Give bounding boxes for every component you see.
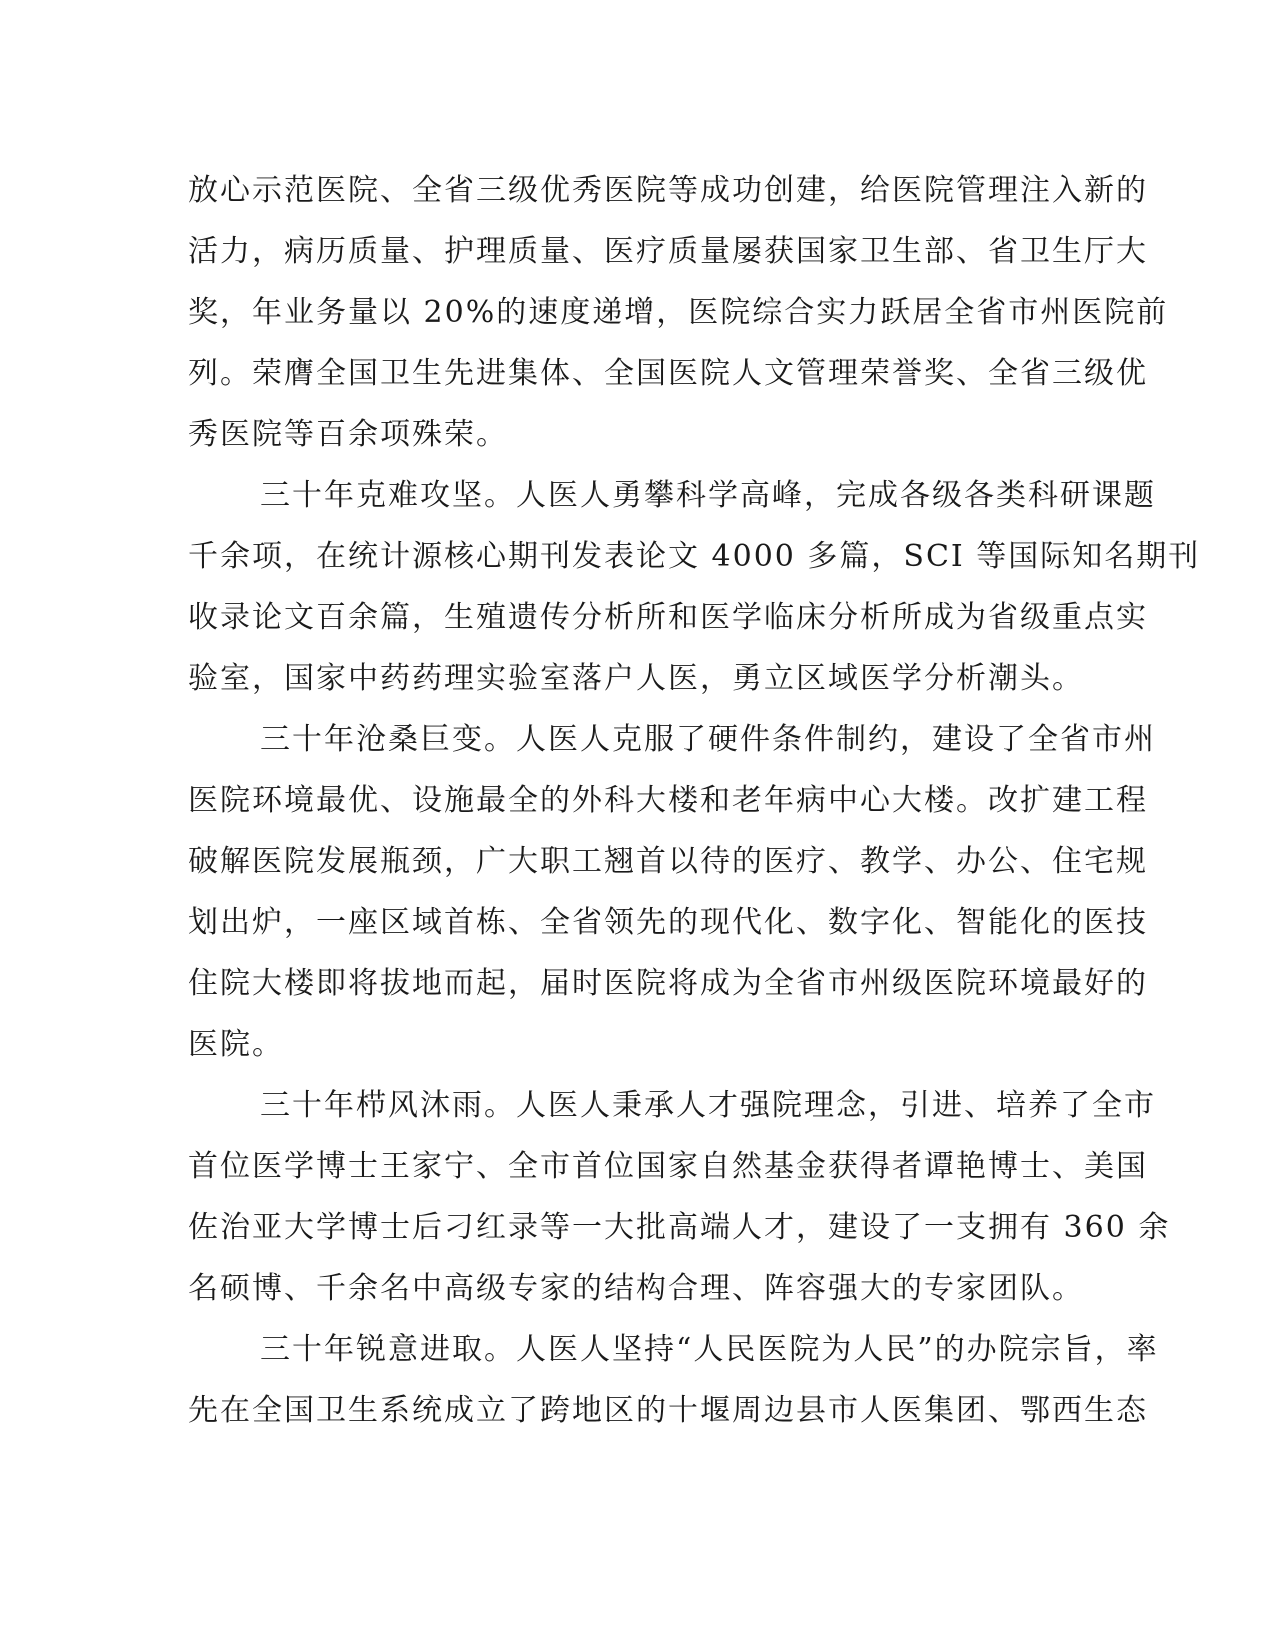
document-body (188, 160, 1201, 1441)
text-line: 先在全国卫生系统成立了跨地区的十堰周边县市人医集团、鄂西生态 (188, 1393, 1148, 1428)
paragraph-first-line: 三十年栉风沐雨。人医人秉承人才强院理念，引进、培养了全市 (260, 1088, 1156, 1123)
text-line: 医院环境最优、设施最全的外科大楼和老年病中心大楼。改扩建工程 (188, 783, 1148, 818)
text-line: 千余项，在统计源核心期刊发表论文 4000 多篇，SCI 等国际知名期刊 (188, 539, 1201, 574)
text-line: 破解医院发展瓶颈，广大职工翘首以待的医疗、教学、办公、住宅规 (188, 844, 1148, 879)
text-line: 首位医学博士王家宁、全市首位国家自然基金获得者谭艳博士、美国 (188, 1149, 1148, 1184)
text-line: 住院大楼即将拔地而起，届时医院将成为全省市州级医院环境最好的 (188, 966, 1148, 1001)
text-line: 收录论文百余篇，生殖遗传分析所和医学临床分析所成为省级重点实 (188, 600, 1148, 635)
text-line: 划出炉，一座区域首栋、全省领先的现代化、数字化、智能化的医技 (188, 905, 1148, 940)
paragraph-first-line: 三十年锐意进取。人医人坚持“人民医院为人民”的办院宗旨，率 (260, 1332, 1159, 1367)
text-line: 活力，病历质量、护理质量、医疗质量屡获国家卫生部、省卫生厅大 (188, 234, 1148, 269)
text-line: 奖，年业务量以 20%的速度递增，医院综合实力跃居全省市州医院前 (188, 295, 1169, 330)
text-line: 放心示范医院、全省三级优秀医院等成功创建，给医院管理注入新的 (188, 173, 1148, 208)
text-line: 验室，国家中药药理实验室落户人医，勇立区域医学分析潮头。 (188, 661, 1084, 696)
paragraph-first-line: 三十年克难攻坚。人医人勇攀科学高峰，完成各级各类科研课题 (260, 478, 1156, 513)
text-line: 医院。 (188, 1027, 284, 1062)
text-line: 秀医院等百余项殊荣。 (188, 417, 508, 452)
paragraph-first-line: 三十年沧桑巨变。人医人克服了硬件条件制约，建设了全省市州 (260, 722, 1156, 757)
text-line: 列。荣膺全国卫生先进集体、全国医院人文管理荣誉奖、全省三级优 (188, 356, 1148, 391)
text-line: 名硕博、千余名中高级专家的结构合理、阵容强大的专家团队。 (188, 1271, 1084, 1306)
text-line: 佐治亚大学博士后刁红录等一大批高端人才，建设了一支拥有 360 余 (188, 1210, 1171, 1245)
